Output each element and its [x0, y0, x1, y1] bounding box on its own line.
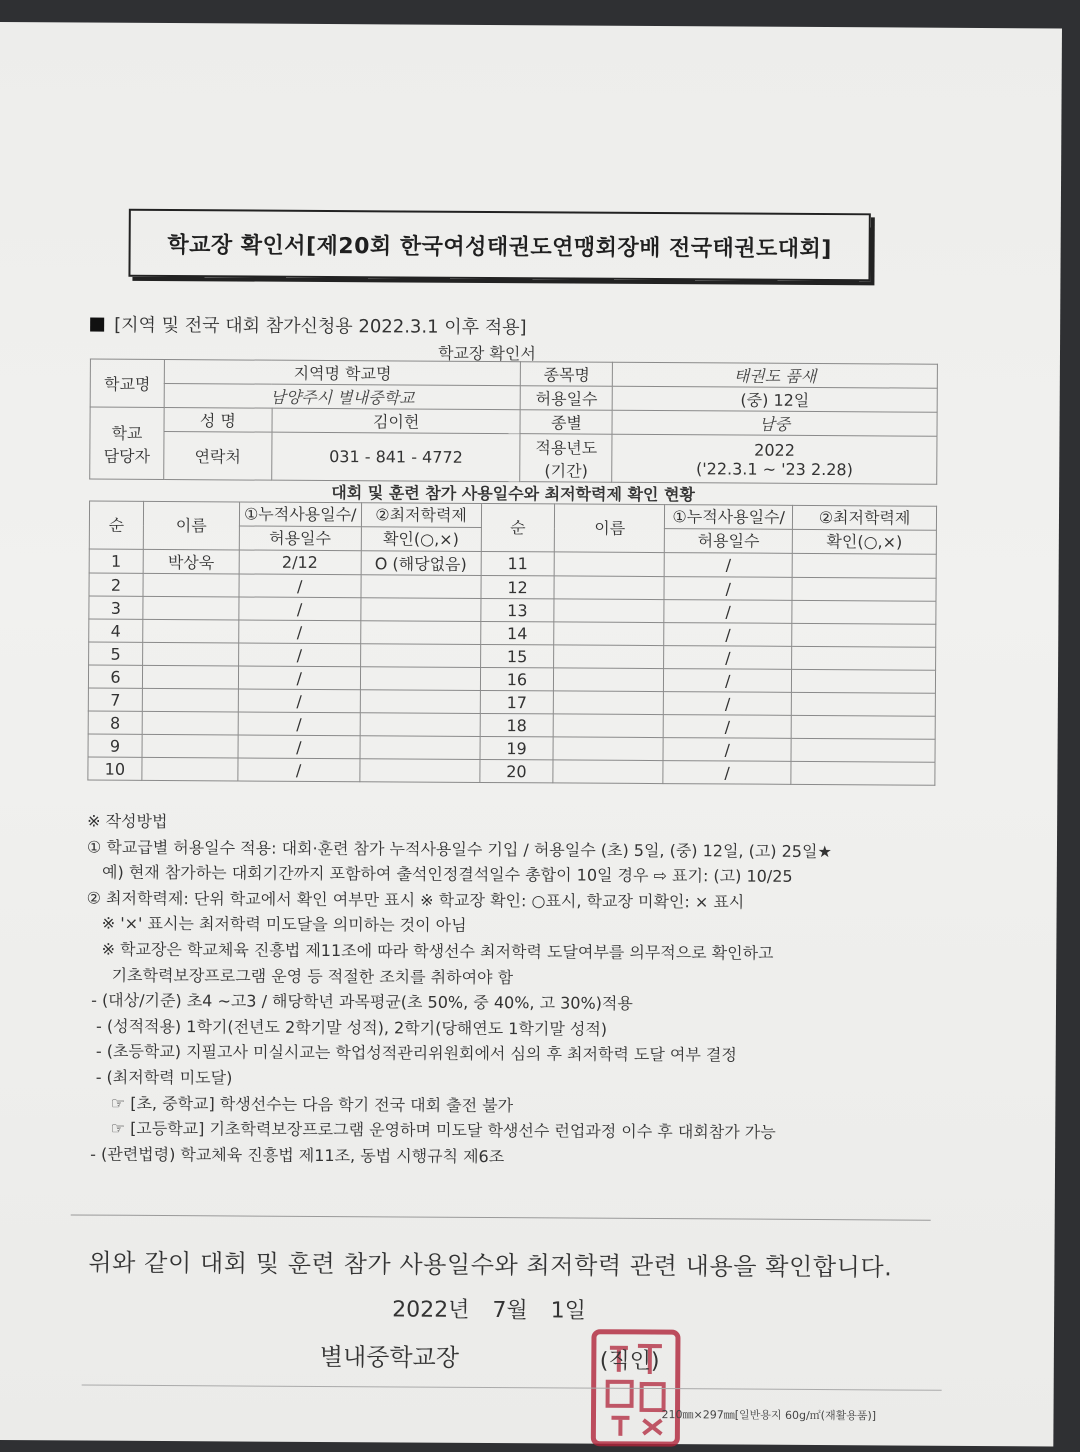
row-days-cell: /: [238, 666, 360, 690]
instruction-line: ※ '×' 표시는 최저학력 미도달을 의미하는 것이 아님: [86, 913, 467, 936]
instruction-line: ☞ [고등학교] 기초학력보장프로그램 운영하며 미도달 학생선수 런업과정 이수 후 대회참가 가능: [85, 1118, 776, 1142]
row-days-cell: /: [238, 758, 360, 782]
row-name-cell: [554, 668, 664, 692]
contact-value: 031 - 841 - 4772: [271, 432, 520, 482]
header-name-left: 이름: [143, 501, 239, 550]
row-name-cell: [143, 619, 239, 643]
header-min-left-1: ②최저학력제: [361, 503, 481, 528]
row-name-cell: [142, 711, 238, 735]
table-row: [88, 757, 935, 785]
manager-label: [90, 407, 164, 479]
row-name-cell: [553, 737, 663, 761]
year-value: 2022: [754, 440, 795, 460]
row-check-cell: [360, 759, 480, 783]
document-paper: [0, 22, 1062, 1446]
divider: [71, 1214, 931, 1220]
header-days-left-2: 허용일수: [239, 526, 361, 551]
row-name-cell: [142, 665, 238, 689]
row-no-cell: 12: [481, 575, 555, 598]
year-label-line1: 적용년도: [535, 437, 598, 458]
row-no-cell: 4: [89, 619, 143, 642]
row-check-cell: [360, 667, 480, 691]
row-check-cell: [791, 692, 935, 716]
event-label: 종목명: [521, 362, 613, 387]
allowed-days-value: (중) 12일: [612, 386, 937, 412]
row-check-cell: [792, 646, 936, 670]
issue-date: 2022년 7월 1일: [392, 1297, 586, 1324]
table-caption: 학교장 확인서: [437, 343, 536, 364]
row-check-cell: [792, 623, 936, 647]
division-label: 종별: [520, 410, 612, 435]
row-name-cell: [142, 757, 238, 781]
division-value: 남중: [612, 410, 937, 436]
row-check-cell: [361, 598, 481, 622]
document-title: [128, 209, 870, 282]
writing-instructions: [85, 809, 947, 1173]
row-days-cell: /: [664, 577, 792, 601]
row-no-cell: 6: [88, 665, 142, 688]
row-check-cell: [361, 575, 481, 599]
row-check-cell: O (해당없음): [361, 551, 481, 576]
name-label: 성 명: [164, 408, 272, 433]
instruction-line: - (초등학교) 지필고사 미실시교는 학업성적관리위원회에서 심의 후 최저학력 도달 여부 결정: [85, 1041, 737, 1065]
header-min-left-2: 확인(○,×): [361, 527, 481, 552]
row-no-cell: 20: [479, 759, 553, 782]
roster-body: [88, 549, 936, 785]
confirmation-statement: 위와 같이 대회 및 훈련 참가 사용일수와 최저학력 관련 내용을 확인합니다.: [88, 1248, 893, 1282]
row-check-cell: [360, 644, 480, 668]
row-days-cell: /: [664, 623, 792, 647]
row-no-cell: 9: [88, 734, 142, 757]
row-check-cell: [360, 713, 480, 737]
row-name-cell: [143, 573, 239, 597]
instruction-line: ※ 학교장은 학교체육 진흥법 제11조에 따라 학생선수 최저학력 도달여부를 의무적으로 확인하고: [86, 939, 774, 963]
instruction-line: - (대상/기준) 초4 ~고3 / 해당학년 과목평균(초 50%, 중 40%, 고 30%)적용: [85, 990, 633, 1014]
instruction-line: ※ 작성방법: [87, 811, 168, 832]
row-check-cell: [791, 761, 935, 785]
row-no-cell: 14: [480, 621, 554, 644]
row-name-cell: [554, 645, 664, 669]
row-check-cell: [792, 577, 936, 601]
row-days-cell: /: [663, 738, 791, 762]
header-min-right-1: ②최저학력제: [793, 505, 937, 530]
row-name-cell: [143, 642, 239, 666]
seal-label: (직인): [599, 1348, 660, 1375]
period-value: ('22.3.1 ~ '23 2.28): [695, 458, 853, 479]
row-name-cell: [142, 734, 238, 758]
row-name-cell: [554, 599, 664, 623]
region-school-value: 남양주시 별내중학교: [164, 384, 521, 410]
row-no-cell: 8: [88, 711, 142, 734]
row-check-cell: [792, 600, 936, 624]
row-days-cell: /: [663, 715, 791, 739]
row-no-cell: 17: [480, 690, 554, 713]
row-days-cell: /: [664, 553, 792, 578]
row-no-cell: 5: [89, 642, 143, 665]
row-days-cell: /: [664, 692, 792, 716]
principal-title: 별내중학교장: [319, 1342, 460, 1372]
instruction-line: 기초학력보장프로그램 운영 등 적절한 조치를 취하여야 함: [86, 965, 514, 987]
row-check-cell: [791, 738, 935, 762]
event-value: 태권도 품새: [613, 362, 938, 388]
row-no-cell: 16: [480, 667, 554, 690]
row-days-cell: /: [239, 597, 361, 621]
row-name-cell: [554, 622, 664, 646]
header-days-right-1: ①누적사용일수/: [665, 505, 793, 530]
row-name-cell: [553, 760, 663, 784]
row-check-cell: [360, 621, 480, 645]
instruction-line: - (성적적용) 1학기(전년도 2학기말 성적), 2학기(당해연도 1학기말 성적): [85, 1016, 608, 1039]
row-no-cell: 13: [480, 598, 554, 621]
header-no-right: 순: [481, 503, 555, 551]
manager-label-line1: 학교: [111, 423, 143, 443]
row-days-cell: /: [663, 761, 791, 785]
row-name-cell: [554, 714, 664, 738]
year-value-cell: [612, 434, 937, 484]
row-name-cell: [142, 688, 238, 712]
contact-label: 연락처: [164, 432, 272, 481]
header-days-left-1: ①누적사용일수/: [239, 502, 361, 527]
row-check-cell: [792, 553, 936, 578]
row-name-cell: [143, 596, 239, 620]
region-school-label: 지역명 학교명: [164, 360, 521, 386]
roster-table: [87, 501, 937, 786]
instruction-line: 예) 현재 참가하는 대회기간까지 포함하여 출석인정결석일수 총합이 10일 경우 ⇨ 표기: (고) 10/25: [86, 862, 793, 887]
row-name-cell: 박상욱: [143, 549, 239, 574]
header-min-right-2: 확인(○,×): [792, 529, 936, 554]
row-no-cell: 18: [480, 713, 554, 736]
row-no-cell: 3: [89, 596, 143, 619]
subhead-text: [지역 및 전국 대회 참가신청용 2022.3.1 이후 적용]: [114, 314, 527, 339]
row-days-cell: /: [238, 689, 360, 713]
subhead: [90, 311, 527, 340]
paper-spec-footer: 210㎜×297㎜[일반용지 60g/㎡(재활용품)]: [661, 1408, 877, 1423]
row-name-cell: [554, 576, 664, 600]
allowed-days-label: 허용일수: [521, 386, 613, 411]
header-days-right-2: 허용일수: [665, 529, 793, 554]
instruction-line: ① 학교급별 허용일수 적용: 대회·훈련 참가 누적사용일수 기입 / 허용일수 (초) 5일, (중) 12일, (고) 25일★: [86, 837, 832, 861]
manager-label-line2: 담당자: [103, 446, 151, 466]
row-days-cell: /: [664, 600, 792, 624]
row-no-cell: 10: [88, 757, 142, 780]
row-days-cell: /: [238, 735, 360, 759]
row-days-cell: /: [664, 646, 792, 670]
row-days-cell: /: [664, 669, 792, 693]
row-check-cell: [360, 690, 480, 714]
name-value: 김이헌: [272, 408, 521, 434]
school-label: 학교명: [90, 359, 164, 407]
row-days-cell: 2/12: [239, 550, 361, 575]
footer-divider: [82, 1385, 942, 1391]
square-bullet-icon: [90, 318, 104, 332]
header-name-right: 이름: [555, 504, 665, 553]
row-check-cell: [792, 669, 936, 693]
row-days-cell: /: [239, 620, 361, 644]
row-no-cell: 2: [89, 573, 143, 596]
row-check-cell: [360, 736, 480, 760]
row-name-cell: [555, 552, 665, 577]
row-no-cell: 15: [480, 644, 554, 667]
row-check-cell: [791, 715, 935, 739]
row-no-cell: 11: [481, 551, 555, 575]
info-table: [89, 359, 938, 485]
header-no-left: 순: [89, 501, 143, 549]
row-no-cell: 19: [480, 736, 554, 759]
year-label-line2: (기간): [544, 460, 588, 481]
row-no-cell: 1: [89, 549, 143, 573]
row-name-cell: [554, 691, 664, 715]
row-no-cell: 7: [88, 688, 142, 711]
title-text: 학교장 확인서[제20회 한국여성태권도연맹회장배 전국태권도대회]: [167, 232, 832, 262]
instruction-line: ☞ [초, 중학교] 학생선수는 다음 학기 전국 대회 출전 불가: [85, 1093, 514, 1115]
instruction-line: ② 최저학력제: 단위 학교에서 확인 여부만 표시 ※ 학교장 확인: ○표시, 학교장 미확인: × 표시: [86, 888, 745, 912]
year-label: [520, 434, 612, 483]
row-days-cell: /: [238, 643, 360, 667]
instruction-line: - (관련법령) 학교체육 진흥법 제11조, 동법 시행규칙 제6조: [85, 1144, 505, 1166]
row-days-cell: /: [239, 574, 361, 598]
row-days-cell: /: [238, 712, 360, 736]
instruction-line: - (최저학력 미도달): [85, 1067, 233, 1088]
section-title: 대회 및 훈련 참가 사용일수와 최저학력제 확인 현황: [331, 483, 695, 505]
